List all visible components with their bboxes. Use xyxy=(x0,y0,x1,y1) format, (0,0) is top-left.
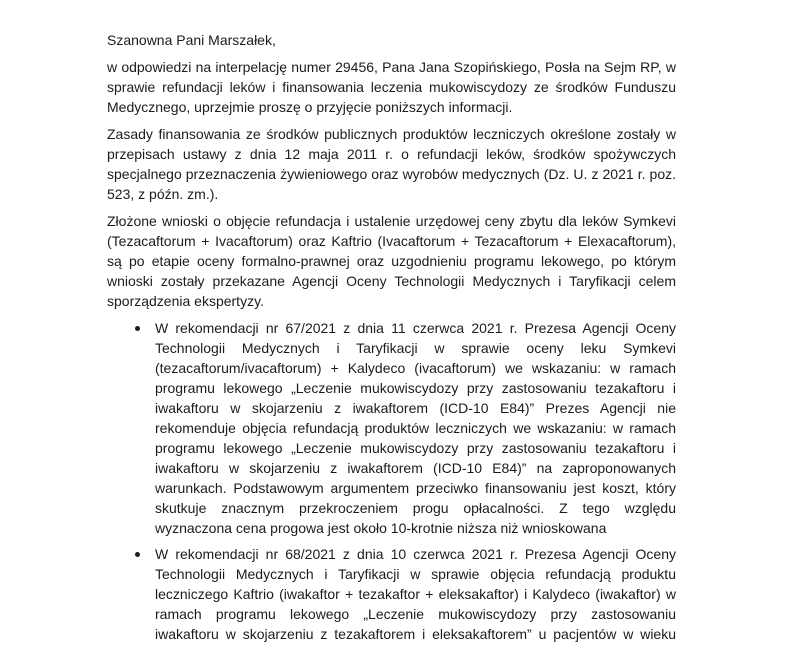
paragraph-intro: w odpowiedzi na interpelację numer 29456, Pana Jana Szopińskiego, Posła na Sejm RP, w sprawie refundacji leków i finansowania leczenia mukowiscydozy ze środków Funduszu Medycznego, uprzejmie proszę o przyjęcie poniższych informacji. xyxy=(107,59,676,115)
list-item-text: W rekomendacji nr 68/2021 z dnia 10 czerwca 2021 r. Prezesa Agencji Oceny Technologii Medycznych i Taryfikacji w sprawie objęcia refundacją produktu leczniczego Kaftrio (iwakaftor + tezakaftor + eleksakaftor) i Kalydeco (iwakaftor) w ramach programu lekowego „Leczenie mukowiscydozy przy zastosowaniu iwakaftoru w skojarzeniu z tezakaftorem i eleksakaftorem” u pacjentów w wieku xyxy=(155,546,676,642)
list-item-text: W rekomendacji nr 67/2021 z dnia 11 czerwca 2021 r. Prezesa Agencji Oceny Technologii Medycznych i Taryfikacji w sprawie oceny leku Symkevi (tezacaftorum/ivacaftorum) + Kalydeco (ivacaftorum) we wskazaniu: w ramach programu lekowego „Leczenie mukowiscydozy przy zastosowaniu tezakaftoru i iwakaftoru w skojarzeniu z iwakaftorem (ICD-10 E84)” Prezes Agencji nie rekomenduje objęcia refundacją produktów leczniczych we wskazaniu: w ramach programu lekowego „Leczenie mukowiscydozy przy zastosowaniu tezakaftoru i iwakaftoru w skojarzeniu z iwakaftorem (ICD-10 E84)” na zaproponowanych warunkach. Podstawowym argumentem przeciwko finansowaniu jest koszt, który skutkuje znacznym przekroczeniem progu opłacalności. Z tego względu wyznaczona cena progowa jest około 10-krotnie niższa niż wnioskowana xyxy=(155,320,676,536)
salutation: Szanowna Pani Marszałek, xyxy=(107,32,276,48)
list-item-recommendation-67-2021 xyxy=(107,318,676,538)
list-item-recommendation-68-2021 xyxy=(107,544,676,644)
bullet-icon xyxy=(135,552,140,557)
paragraph-legal-basis: Zasady finansowania ze środków publicznych produktów leczniczych określone zostały w przepisach ustawy z dnia 12 maja 2011 r. o refundacji leków, środków spożywczych specjalnego przeznaczenia żywieniowego oraz wyrobów medycznych (Dz. U. z 2021 r. poz. 523, z późn. zm.). xyxy=(107,126,676,202)
bullet-icon xyxy=(135,326,140,331)
recommendations-list xyxy=(107,318,676,644)
paragraph-applications-status: Złożone wnioski o objęcie refundacja i ustalenie urzędowej ceny zbytu dla leków Symkevi (Tezacaftorum + Ivacaftorum) oraz Kaftrio (Ivacaftorum + Tezacaftorum + Elexacaftorum), są po etapie oceny formalno-prawnej oraz uzgodnieniu programu lekowego, po którym wnioski zostały przekazane Agencji Oceny Technologii Medycznych i Taryfikacji celem sporządzenia ekspertyzy. xyxy=(107,213,676,309)
